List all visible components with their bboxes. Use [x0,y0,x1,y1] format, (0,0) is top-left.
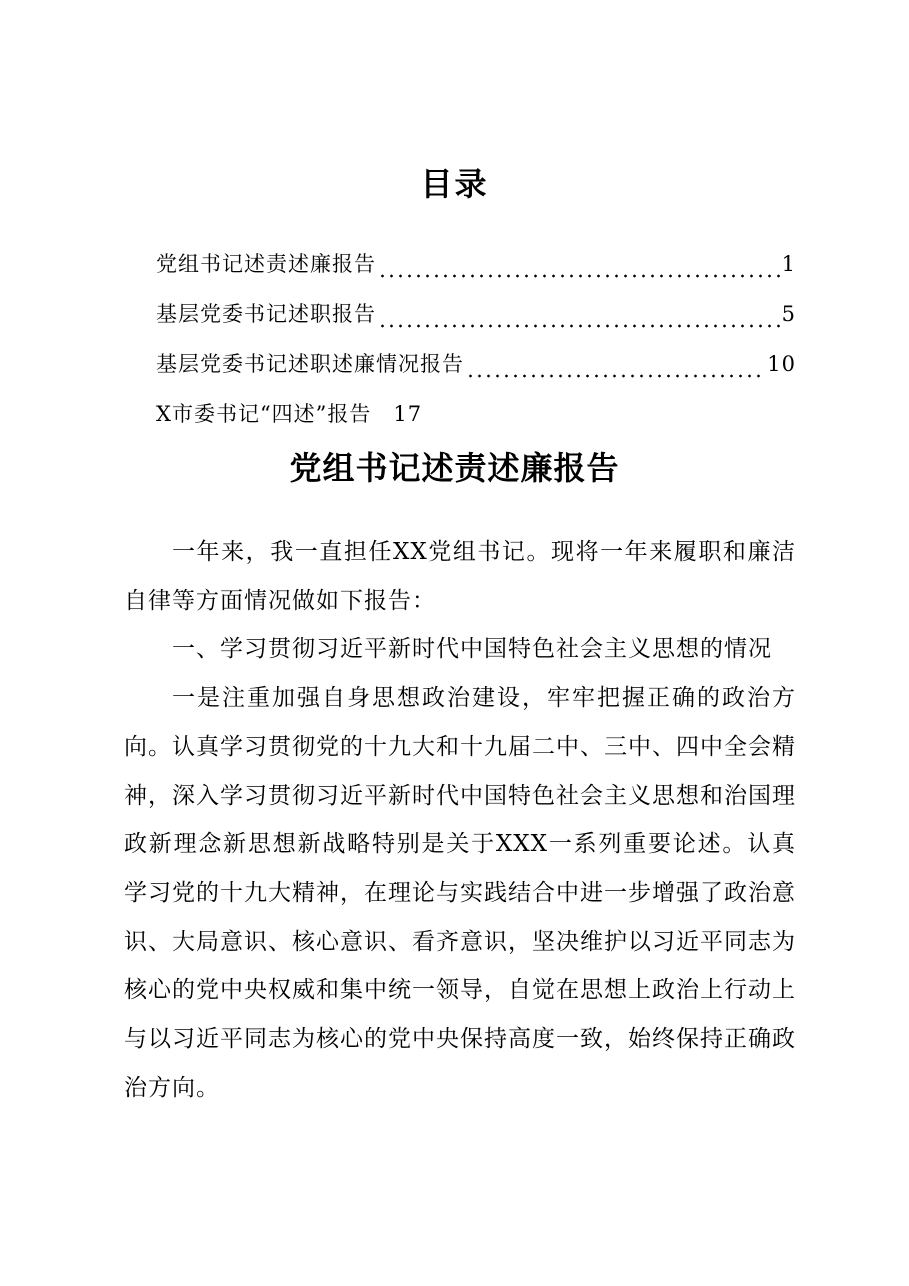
toc-entry-label: 基层党委书记述职报告 [156,302,376,326]
paragraph-body: 一是注重加强自身思想政治建设，牢牢把握正确的政治方向。认真学习贯彻党的十九大和十九届二中、三中、四中全会精神，深入学习贯彻习近平新时代中国特色社会主义思想和治国理政新理念新思想新战略特别是关于XXX一系列重要论述。认真学习党的十九大精神，在理论与实践结合中进一步增强了政治意识、大局意识、核心意识、看齐意识，坚决维护以习近平同志为核心的党中央权威和集中统一领导，自觉在思想上政治上行动上与以习近平同志为核心的党中央保持高度一致，始终保持正确政治方向。 [124,685,796,1101]
toc-entry-label: X市委书记“四述”报告 [156,402,372,426]
toc-entry-label: 基层党委书记述职述廉情况报告 [156,352,464,376]
toc-dot-leader [378,296,780,332]
paragraph-intro: 一年来，我一直担任XX党组书记。现将一年来履职和廉洁自律等方面情况做如下报告： [124,539,796,614]
toc-title: 目录 [420,165,489,203]
toc-entry[interactable] [156,296,796,332]
section-heading: 一、学习贯彻习近平新时代中国特色社会主义思想的情况 [172,636,772,663]
body-text [124,528,796,1112]
toc-entry-label: 党组书记述责述廉报告 [156,252,376,276]
document-title: 党组书记述责述廉报告 [289,449,620,487]
toc-entry[interactable] [156,246,796,282]
toc-dot-leader [378,246,780,282]
toc-entry-page: 17 [393,402,423,426]
toc-entry-page: 10 [767,352,796,376]
toc-entry-page: 5 [781,302,796,326]
toc-entry[interactable] [156,396,422,432]
toc-entry[interactable] [156,346,796,382]
toc-entry-page: 1 [781,252,796,276]
toc-dot-leader [466,346,765,382]
